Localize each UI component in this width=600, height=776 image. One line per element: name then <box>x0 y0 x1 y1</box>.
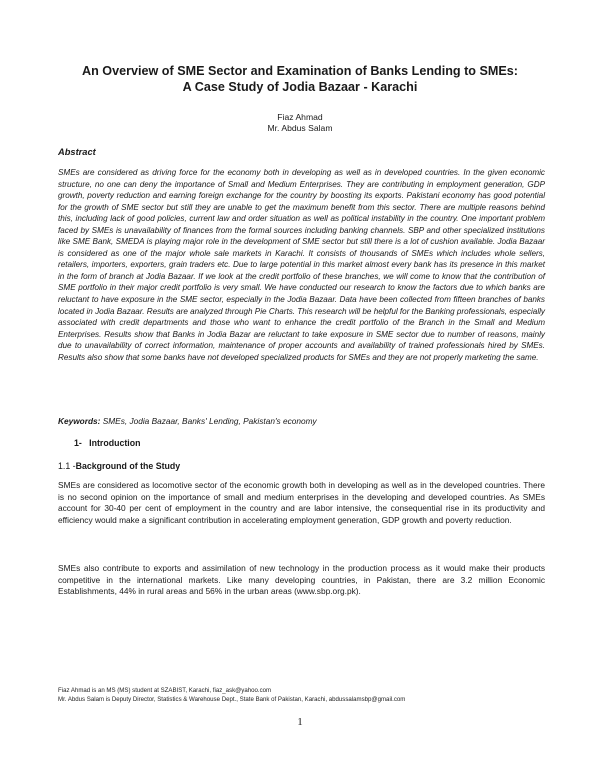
subsection-number: 1.1 - <box>58 461 76 471</box>
paper-title <box>40 63 560 95</box>
keywords-label: Keywords: <box>58 416 101 426</box>
author-name: Mr. Abdus Salam <box>267 123 333 133</box>
body-paragraph: SMEs are considered as locomotive sector of the economic growth both in developing as well as in the developed countries. There is no second opinion on the importance of small and medium enterprises in the developing and developed countries. As SMEs account for 30-40 per cent of employment in the country and are labor intensive, the consequential rise in its productivity and efficiency would make a significant contribution in accelerating employment generation, GDP growth and poverty reduction. <box>58 480 545 525</box>
author-list <box>0 112 600 134</box>
section-heading <box>74 438 140 448</box>
section-number: 1- <box>74 438 82 448</box>
abstract-text: SMEs are considered as driving force for the economy both in developing as well as in developed countries. In the given economic structure, no one can deny the importance of Small and Medium Enterprises. They are contributing in employment generation, GDP growth, poverty reduction and earning foreign exchange for the country by boosting its exports. Pakistani economy has good potential for the growth of SME sector but still they are unable to get the maximum benefit from this sector. There are multiple reasons behind this, including lack of good policies, current law and order situation as well as political instability in the country. One important problem faced by SMEs is unavailability of finances from the formal sources including banking channels. SBP and other specialized institutions like SME Bank, SMEDA is playing major role in the development of SME sector but still there is a lot of cushion available. Jodia Bazaar is considered as one of the major whole sale markets in Karachi. It consists of thousands of SMEs which includes whole sellers, retailers, importers, exporters, grain traders etc. Due to large potential in this market almost every bank has its presence in this market in the form of branch at Jodia Bazaar. If we look at the credit portfolio of these branches, we will come to know that the contribution of SME portfolio in their major credit portfolio is very small. We have conducted our research to know the factors due to which banks are reluctant to have exposure in the SME sector, especially in the Jodia Bazaar. Data have been collected from fifteen branches of banks located in Jodia Bazaar. Results are analyzed through Pie Charts. This research will be helpful for the Banking professionals, especially associated with credit departments and those who want to enhance the credit portfolio of the Branch in the Small and Medium Enterprises. Results show that Banks in Jodia Bazar are reluctant to take exposure in SME sector due to number of reasons, mainly due to unavailability of correct information, maintenance of proper accounts and availability of trained professionals hired by SMEs. Results also show that some banks have not developed specialized products for SMEs and they are not properly marketing the same. <box>58 168 545 362</box>
title-line-2: A Case Study of Jodia Bazaar - Karachi <box>182 80 418 94</box>
subsection-heading <box>58 461 180 471</box>
abstract-heading: Abstract <box>58 147 96 157</box>
section-title: Introduction <box>89 438 141 448</box>
footnote: Fiaz Ahmad is an MS (MS) student at SZABIST, Karachi, fiaz_ask@yahoo.com <box>58 687 272 694</box>
author-name: Fiaz Ahmad <box>277 112 323 122</box>
footnote: Mr. Abdus Salam is Deputy Director, Statistics & Warehouse Dept., State Bank of Pakistan, Karachi, abdussalamsbp@gmail.com <box>58 696 406 703</box>
subsection-title: Background of the Study <box>75 461 181 471</box>
page-number: 1 <box>297 716 303 728</box>
keywords-text: SMEs, Jodia Bazaar, Banks' Lending, Pakistan's economy <box>100 416 317 426</box>
body-paragraph: SMEs also contribute to exports and assimilation of new technology in the production process as it would make their products competitive in the international markets. Like many developing countries, in Pakistan, there are 3.2 million Economic Establishments, 44% in rural areas and 56% in the urban areas (www.sbp.org.pk). <box>58 563 545 597</box>
title-line-1: An Overview of SME Sector and Examination of Banks Lending to SMEs: <box>82 64 518 78</box>
footnotes <box>58 686 558 704</box>
keywords <box>58 416 545 426</box>
